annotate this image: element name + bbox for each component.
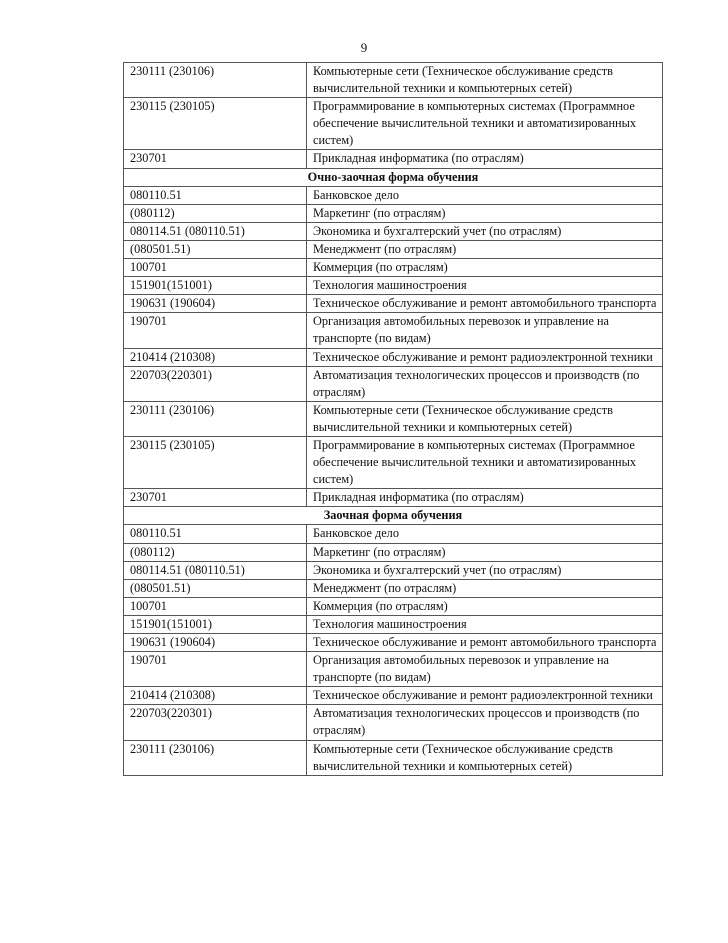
specialty-name: Прикладная информатика (по отраслям) [307, 489, 663, 507]
specialty-code: 190631 (190604) [124, 634, 307, 652]
specialty-name: Компьютерные сети (Техническое обслуживание средств вычислительной техники и компьютерных сетей) [307, 401, 663, 436]
specialty-code: 210414 (210308) [124, 687, 307, 705]
table-row [124, 543, 663, 561]
specialty-name: Технология машиностроения [307, 277, 663, 295]
table-row [124, 186, 663, 204]
specialty-code: 230111 (230106) [124, 401, 307, 436]
table-row [124, 687, 663, 705]
specialty-name: Организация автомобильных перевозок и управление на транспорте (по видам) [307, 313, 663, 348]
specialty-name: Техническое обслуживание и ремонт автомобильного транспорта [307, 295, 663, 313]
specialty-code: 100701 [124, 259, 307, 277]
specialty-name: Программирование в компьютерных системах (Программное обеспечение вычислительной техники и автоматизированных систем) [307, 436, 663, 488]
specialty-code: 151901(151001) [124, 277, 307, 295]
specialty-name: Техническое обслуживание и ремонт радиоэлектронной техники [307, 687, 663, 705]
specialty-code: 230115 (230105) [124, 98, 307, 150]
specialty-code: 230701 [124, 150, 307, 168]
table-row [124, 401, 663, 436]
specialty-code: (080501.51) [124, 240, 307, 258]
specialty-name: Коммерция (по отраслям) [307, 259, 663, 277]
specialty-code: 190701 [124, 652, 307, 687]
section-title: Очно-заочная форма обучения [124, 168, 663, 186]
table-row [124, 348, 663, 366]
specialty-code: 230111 (230106) [124, 740, 307, 775]
section-header-row [124, 168, 663, 186]
specialty-code: 230701 [124, 489, 307, 507]
specialty-code: 230115 (230105) [124, 436, 307, 488]
table-row [124, 561, 663, 579]
table-row [124, 579, 663, 597]
table-row [124, 98, 663, 150]
specialty-code: 080114.51 (080110.51) [124, 222, 307, 240]
table-row [124, 150, 663, 168]
table-row [124, 259, 663, 277]
table-row [124, 366, 663, 401]
specialty-name: Технология машиностроения [307, 615, 663, 633]
specialty-name: Экономика и бухгалтерский учет (по отраслям) [307, 222, 663, 240]
specialty-name: Компьютерные сети (Техническое обслуживание средств вычислительной техники и компьютерных сетей) [307, 740, 663, 775]
page-number: 9 [360, 40, 368, 55]
specialty-name: Менеджмент (по отраслям) [307, 579, 663, 597]
specialty-name: Банковское дело [307, 525, 663, 543]
table-row [124, 652, 663, 687]
specialty-code: 220703(220301) [124, 705, 307, 740]
specialty-name: Банковское дело [307, 186, 663, 204]
specialty-name: Экономика и бухгалтерский учет (по отраслям) [307, 561, 663, 579]
table-row [124, 597, 663, 615]
specialty-code: (080501.51) [124, 579, 307, 597]
specialty-name: Техническое обслуживание и ремонт радиоэлектронной техники [307, 348, 663, 366]
specialty-name: Маркетинг (по отраслям) [307, 543, 663, 561]
specialty-name: Маркетинг (по отраслям) [307, 204, 663, 222]
section-header-row [124, 507, 663, 525]
table-row [124, 295, 663, 313]
section-title: Заочная форма обучения [124, 507, 663, 525]
specialty-code: 080114.51 (080110.51) [124, 561, 307, 579]
table-row [124, 436, 663, 488]
table-row [124, 634, 663, 652]
specialties-table-body [124, 63, 663, 776]
table-row [124, 204, 663, 222]
specialty-name: Организация автомобильных перевозок и управление на транспорте (по видам) [307, 652, 663, 687]
specialty-name: Техническое обслуживание и ремонт автомобильного транспорта [307, 634, 663, 652]
specialty-code: 080110.51 [124, 525, 307, 543]
specialty-code: 190631 (190604) [124, 295, 307, 313]
specialty-code: 220703(220301) [124, 366, 307, 401]
specialty-code: 100701 [124, 597, 307, 615]
specialty-code: 230111 (230106) [124, 63, 307, 98]
specialty-name: Прикладная информатика (по отраслям) [307, 150, 663, 168]
table-row [124, 525, 663, 543]
table-row [124, 63, 663, 98]
table-row [124, 240, 663, 258]
specialty-name: Компьютерные сети (Техническое обслуживание средств вычислительной техники и компьютерных сетей) [307, 63, 663, 98]
specialty-code: 190701 [124, 313, 307, 348]
specialty-code: (080112) [124, 204, 307, 222]
specialty-name: Программирование в компьютерных системах (Программное обеспечение вычислительной техники и автоматизированных систем) [307, 98, 663, 150]
specialty-name: Коммерция (по отраслям) [307, 597, 663, 615]
specialty-name: Автоматизация технологических процессов и производств (по отраслям) [307, 705, 663, 740]
table-row [124, 705, 663, 740]
specialties-table [123, 62, 663, 776]
specialty-name: Менеджмент (по отраслям) [307, 240, 663, 258]
table-row [124, 489, 663, 507]
table-row [124, 313, 663, 348]
table-row [124, 615, 663, 633]
specialty-code: 080110.51 [124, 186, 307, 204]
table-row [124, 740, 663, 775]
specialty-name: Автоматизация технологических процессов и производств (по отраслям) [307, 366, 663, 401]
specialty-code: 151901(151001) [124, 615, 307, 633]
specialty-code: 210414 (210308) [124, 348, 307, 366]
specialty-code: (080112) [124, 543, 307, 561]
table-row [124, 222, 663, 240]
table-row [124, 277, 663, 295]
